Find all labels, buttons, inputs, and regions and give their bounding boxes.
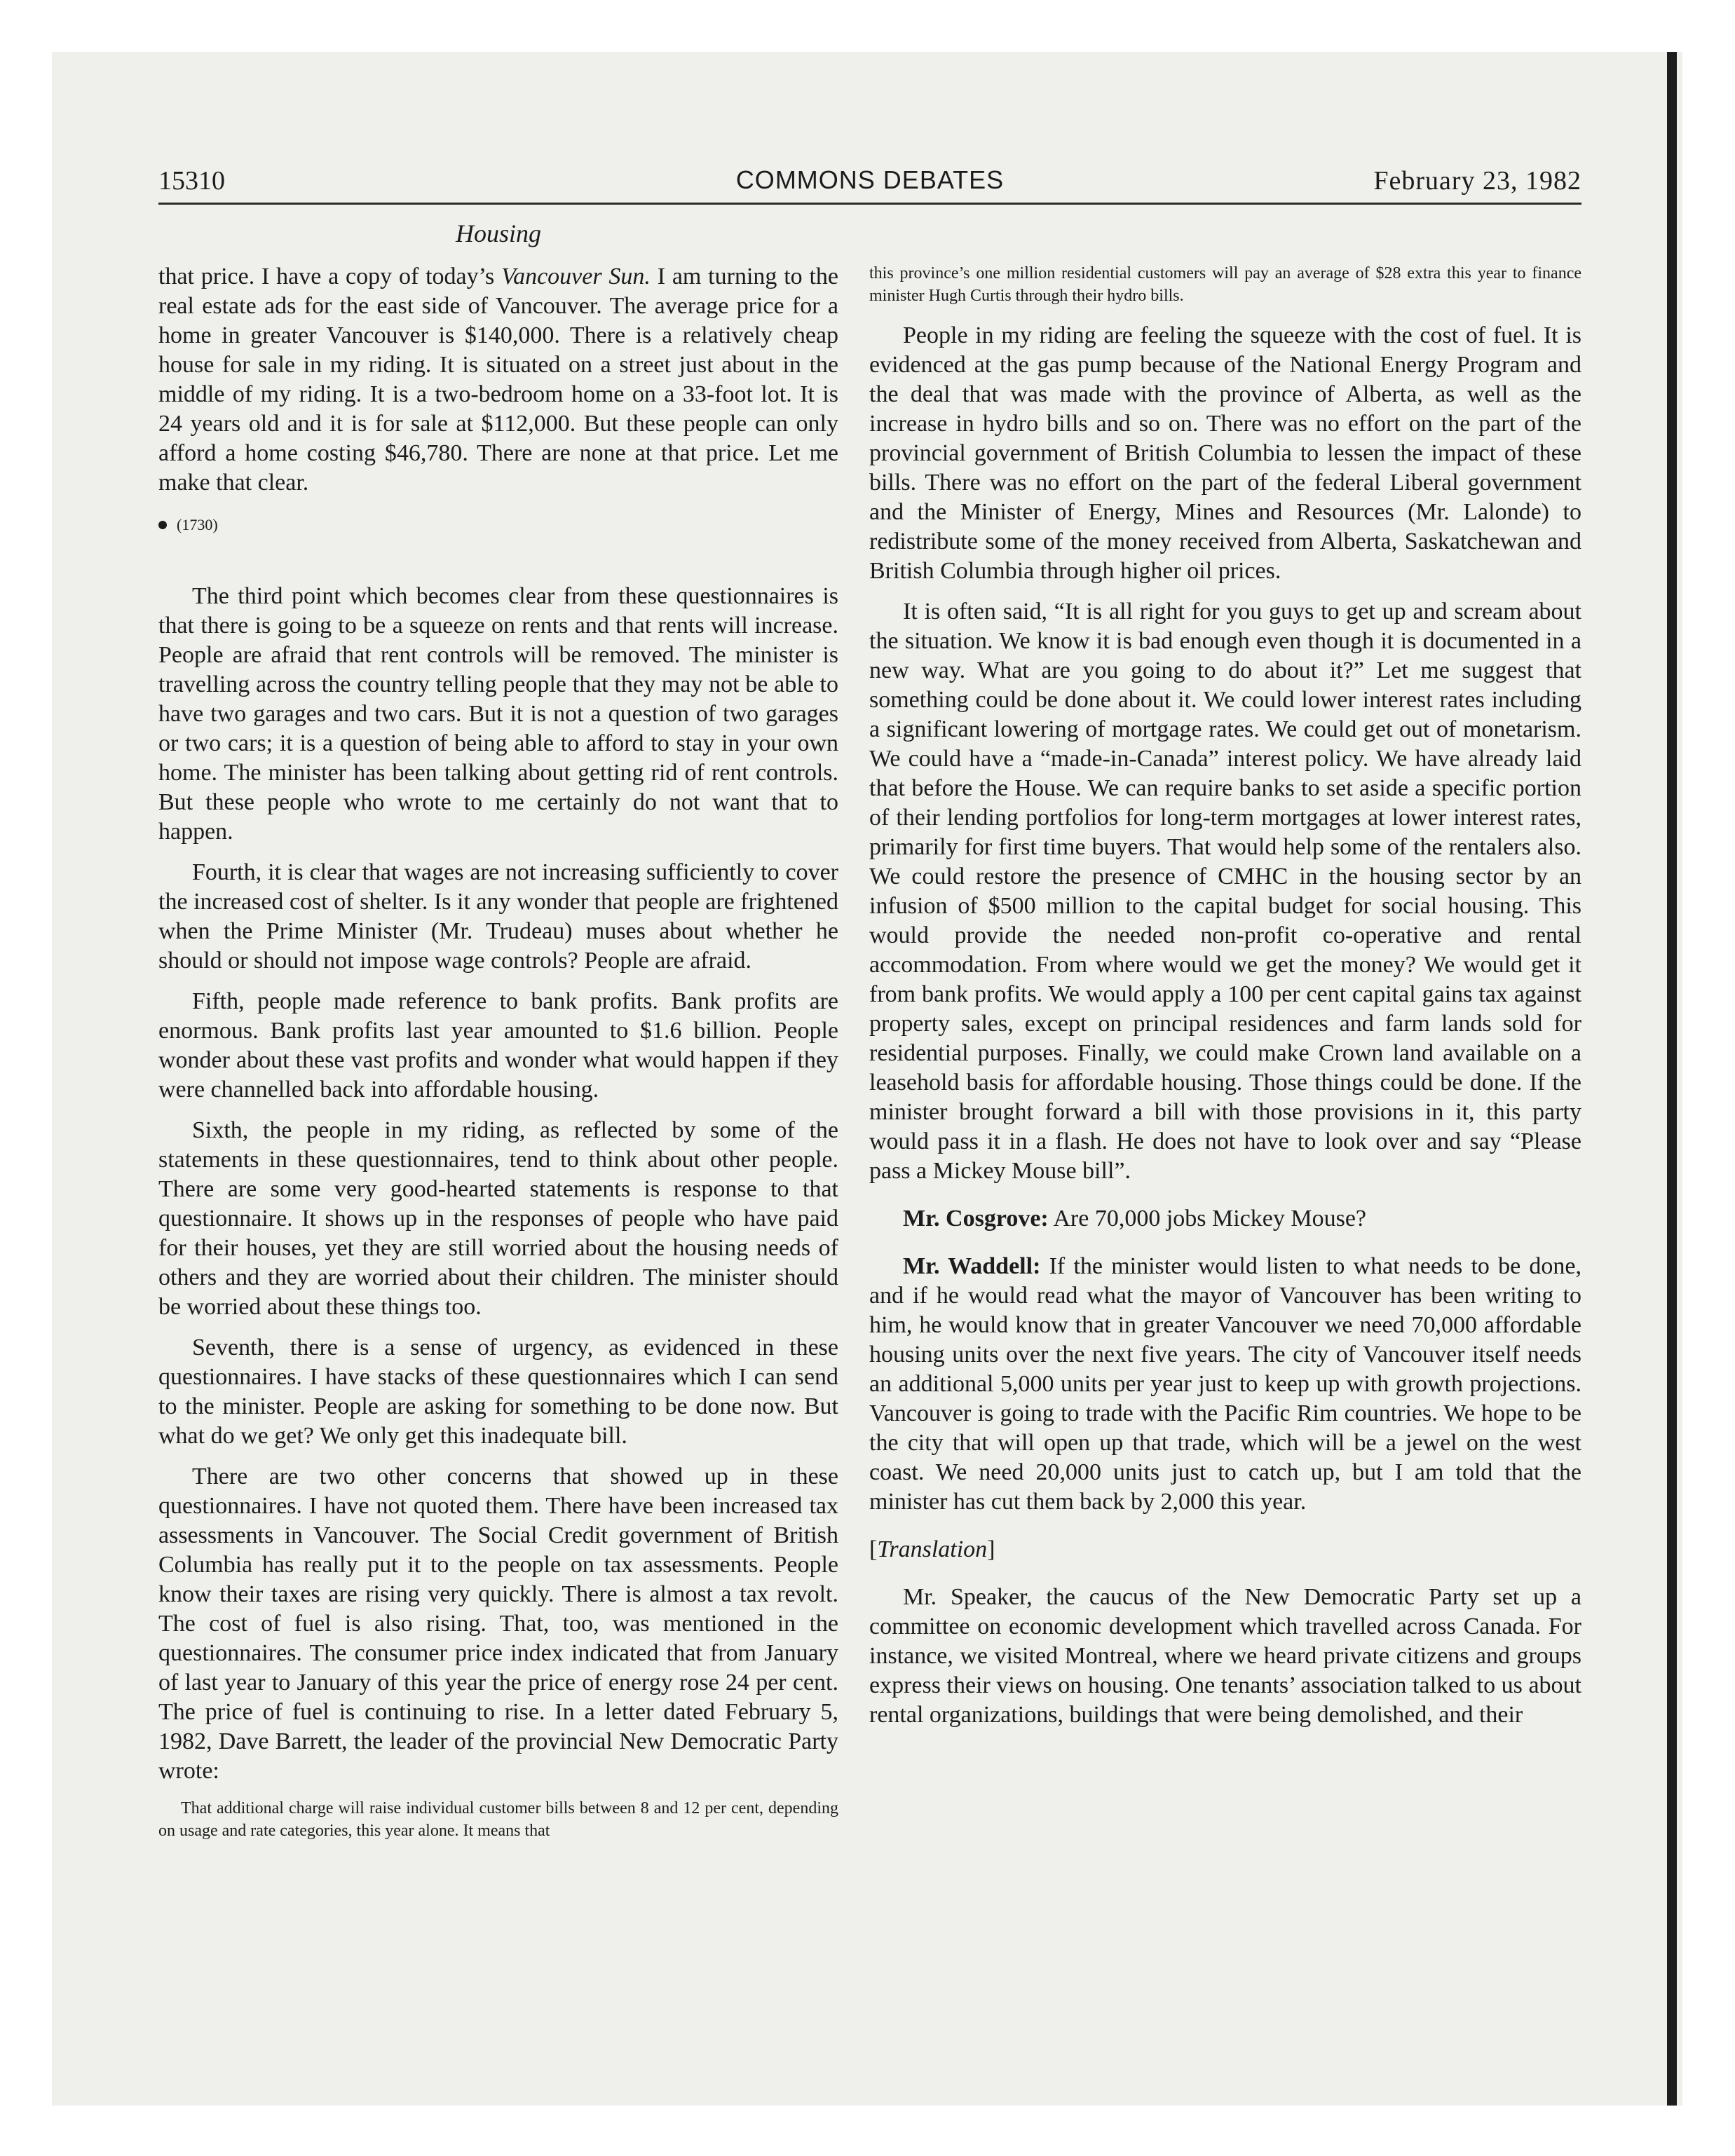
paragraph: It is often said, “It is all right for you guys to get up and scream about the situation. We know it is bad enough even though it is documented in a new way. What are you going to do about it?” Let me suggest that something could be done about it. We could lower interest rates including a significant lowering of mortgage rates. We could get out of monetarism. We could have a “made-in-Canada” interest policy. We have already laid that before the House. We can require banks to set aside a specific portion of their lending portfolios for long-term mortgages at lower interest rates, primarily for first time buyers. That would help some of the rentalers also. We could restore the presence of CMHC in the housing sector by an infusion of $500 million to the capital budget for social housing. This would provide the needed non-profit co-operative and rental accommodation. From where would we get the money? We would get it from bank profits. We would apply a 100 per cent capital gains tax against property sales, except on principal residences and farm lands sold for residential purposes. Finally, we could make Crown land available on a leasehold basis for affordable housing. Those things could be done. If the minister brought forward a bill with those provisions in it, this party would pass it in a flash. He does not have to look over and say “Please pass a Mickey Mouse bill”.	[869, 599, 1581, 1184]
publication-title: COMMONS DEBATES	[735, 165, 1005, 194]
paragraph: Mr. Speaker, the caucus of the New Democratic Party set up a committee on economic development which travelled across Canada. For instance, we visited Montreal, where we heard private citizens and groups express their views on housing. One tenants’ association talked to us about rental organizations, buildings that were being demolished, and their	[869, 1584, 1581, 1728]
timestamp-marker	[158, 510, 838, 540]
speech-waddell: Mr. Waddell: If the minister would listen to what needs to be done, and if he would read what the mayor of Vancouver has been writing to him, he would know that in greater Vancouver we need 70,000 affordable housing units over the next five years. The city of Vancouver itself needs an additional 5,000 units per year just to keep up with growth projections. Vancouver is going to trade with the Pacific Rim countries. We hope to be the city that will open up that trade, which will be a jewel on the west coast. We need 20,000 units just to catch up, but I am told that the minister has cut them back by 2,000 this year.	[869, 1253, 1581, 1515]
timestamp: (1730)	[177, 516, 218, 533]
paragraph: Sixth, the people in my riding, as reflected by some of the statements in these questionnaires, tend to think about other people. There are some very good-hearted statements is response to that questionnaire. It shows up in the responses of people who have paid for their houses, yet they are still worried about the housing needs of others and they are worried about their children. The minister should be worried about these things too.	[158, 1117, 838, 1320]
paragraph: People in my riding are feeling the squeeze with the cost of fuel. It is evidenced at the gas pump because of the National Energy Program and the deal that was made with the province of Alberta, as well as the increase in hydro bills and so on. There was no effort on the part of the provincial government of British Columbia to lessen the impact of these bills. There was no effort on the part of the federal Liberal government and the Minister of Energy, Mines and Resources (Mr. Lalonde) to redistribute some of the money received from Alberta, Saskatchewan and British Columbia through higher oil prices.	[869, 322, 1581, 584]
bullet-icon	[158, 521, 167, 529]
speaker-name: Mr. Waddell:	[903, 1253, 1041, 1279]
translation-marker: [Translation]	[869, 1536, 995, 1562]
block-quote-continued: this province’s one million residential customers will pay an average of $28 extra this year to finance minister Hugh Curtis through their hydro bills.	[869, 264, 1581, 305]
speech-cosgrove: Mr. Cosgrove: Are 70,000 jobs Mickey Mouse?	[903, 1206, 1367, 1231]
speaker-name: Mr. Cosgrove:	[903, 1206, 1049, 1231]
page-number: 15310	[158, 166, 225, 196]
paragraph: The third point which becomes clear from these questionnaires is that there is going to be a squeeze on rents and that rents will increase. People are afraid that rent controls will be removed. The minister is travelling across the country telling people that they may not be able to have two garages and two cars. But it is not a question of two garages or two cars; it is a question of being able to afford to stay in your own home. The minister has been talking about getting rid of rent controls. But these people who wrote to me certainly do not want that to happen.	[158, 583, 838, 845]
paragraph: Fourth, it is clear that wages are not increasing sufficiently to cover the increased cost of shelter. Is it any wonder that people are frightened when the Prime Minister (Mr. Trudeau) muses about whether he should or should not impose wage controls? People are afraid.	[158, 859, 838, 974]
section-heading: Housing	[455, 219, 541, 247]
newspaper-title: Vancouver Sun.	[501, 264, 651, 289]
header-rule	[158, 203, 1581, 205]
right-column	[869, 262, 1581, 1741]
page-header	[158, 165, 1581, 207]
paragraph: There are two other concerns that showed up in these questionnaires. I have not quoted them. There have been increased tax assessments in Vancouver. The Social Credit government of British Columbia has really put it to the people on tax assessments. People know their taxes are rising very quickly. There is almost a tax revolt. The cost of fuel is also rising. That, too, was mentioned in the questionnaires. The consumer price index indicated that from January of last year to January of this year the price of energy rose 24 per cent. The price of fuel is continuing to rise. In a letter dated February 5, 1982, Dave Barrett, the leader of the provincial New Democratic Party wrote:	[158, 1464, 838, 1784]
paragraph: Fifth, people made reference to bank profits. Bank profits are enormous. Bank profits last year amounted to $1.6 billion. People wonder about these vast profits and wonder what would happen if they were channelled back into affordable housing.	[158, 988, 838, 1103]
left-column	[158, 262, 838, 1856]
publication-date: February 23, 1982	[1373, 166, 1581, 196]
block-quote: That additional charge will raise individual customer bills between 8 and 12 per cent, depending on usage and rate categories, this year alone. It means that	[158, 1799, 838, 1840]
paragraph: Seventh, there is a sense of urgency, as evidenced in these questionnaires. I have stacks of these questionnaires which I can send to the minister. People are asking for something to be done now. But what do we get? We only get this inadequate bill.	[158, 1335, 838, 1449]
scan-edge-shadow	[1667, 52, 1677, 2106]
paragraph: that price. I have a copy of today’s Vancouver Sun. I am turning to the real estate ads for the east side of Vancouver. The average price for a home in greater Vancouver is $140,000. There is a relatively cheap house for sale in my riding. It is situated on a street just about in the middle of my riding. It is a two-bedroom home on a 33-foot lot. It is 24 years old and it is for sale at $112,000. But these people can only afford a home costing $46,780. There are none at that price. Let me make that clear.	[158, 264, 838, 496]
